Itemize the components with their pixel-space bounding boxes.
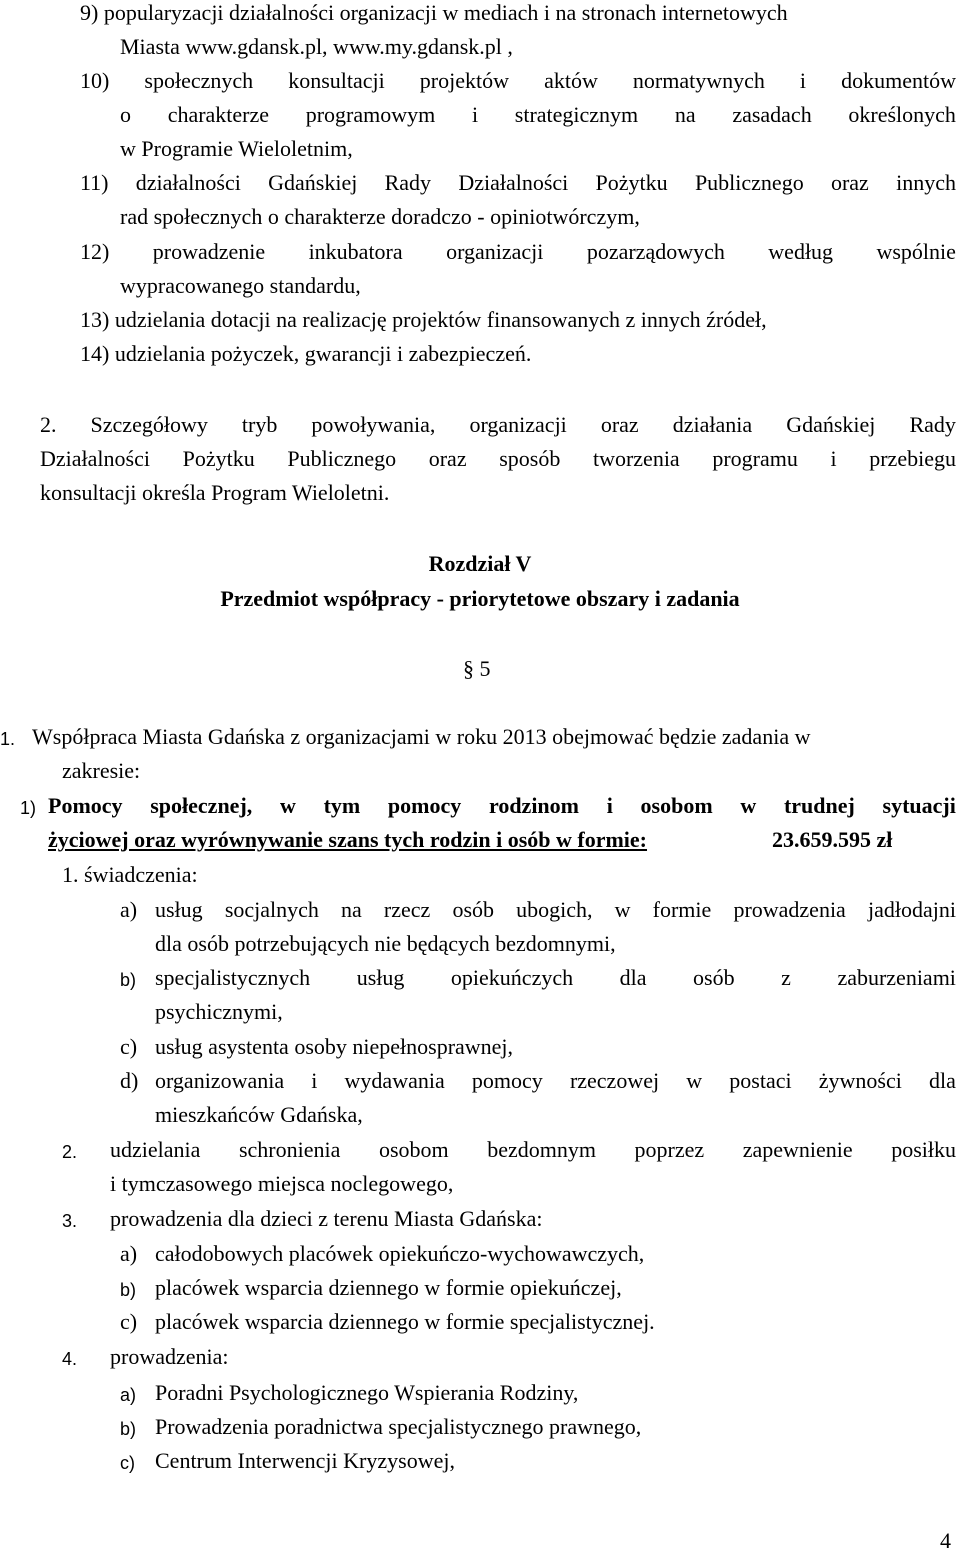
word: tym	[323, 793, 361, 818]
item-9-line-1: 9) popularyzacji działalności organizacji w mediach i na stronach internetowych	[80, 0, 788, 25]
word: specjalistycznych	[155, 965, 311, 990]
word: według	[768, 239, 834, 264]
word: pomocy	[471, 1068, 543, 1093]
word: osób	[693, 965, 735, 990]
subitem-4b: Prowadzenia poradnictwa specjalistycznego prawnego,	[155, 1414, 642, 1439]
word: i	[799, 68, 807, 93]
word: na	[341, 897, 362, 922]
item-10-line-3: w Programie Wieloletnim,	[120, 136, 353, 161]
word: oraz	[428, 446, 467, 471]
word: postaci	[729, 1068, 792, 1093]
section-1-number: 1.	[0, 729, 16, 749]
subitem-4c: Centrum Interwencji Kryzysowej,	[155, 1448, 455, 1473]
word: normatywnych	[632, 68, 765, 93]
subitem-4b-letter: b)	[120, 1419, 137, 1439]
word: osób	[452, 897, 494, 922]
subitem-3b-letter: b)	[120, 1280, 137, 1300]
word: pomocy	[387, 793, 462, 818]
subitem-3: prowadzenia dla dzieci z terenu Miasta Gdańska:	[110, 1206, 543, 1231]
subitem-3a-letter: a)	[120, 1241, 138, 1266]
word: na	[674, 102, 696, 127]
subitem-1c: usług asystenta osoby niepełnosprawnej,	[155, 1034, 514, 1059]
word: Pożytku	[595, 170, 668, 195]
subitem-1d-letter: d)	[120, 1068, 139, 1093]
word: usług	[155, 897, 203, 922]
word: udzielania	[110, 1137, 201, 1162]
word: Rady	[384, 170, 432, 195]
word: formie	[652, 897, 712, 922]
word: żywności	[818, 1068, 902, 1093]
chapter-heading: Rozdział V	[428, 551, 532, 576]
word: 12)	[80, 239, 110, 264]
item-12-line-2: wypracowanego standardu,	[120, 273, 361, 298]
word: w	[614, 897, 631, 922]
word: programowym	[305, 102, 436, 127]
item-1-line-2	[48, 823, 647, 857]
word: Gdańskiej	[786, 412, 876, 437]
word: ubogich,	[516, 897, 593, 922]
word: Rady	[909, 412, 956, 437]
word: społecznych	[144, 68, 254, 93]
subitem-1a-line-2: dla osób potrzebujących nie będących bezdomnymi,	[155, 931, 616, 956]
word: zaburzeniami	[837, 965, 956, 990]
word: projektów	[419, 68, 509, 93]
word: zapewnienie	[742, 1137, 853, 1162]
word: i	[471, 102, 479, 127]
word: inkubatora	[308, 239, 403, 264]
word: poprzez	[634, 1137, 705, 1162]
word: sytuacji	[882, 793, 956, 818]
word: w	[740, 793, 757, 818]
word: Gdańskiej	[268, 170, 358, 195]
item-13: 13) udzielania dotacji na realizację projektów finansowanych z innych źródeł,	[80, 307, 767, 332]
item-1-line-2-text: życiowej oraz wyrównywanie szans tych rodzin i osób w formie:	[48, 827, 648, 852]
subitem-4: prowadzenia:	[110, 1344, 229, 1369]
word: w	[686, 1068, 703, 1093]
subitem-4a: Poradni Psychologicznego Wspierania Rodziny,	[155, 1380, 579, 1405]
subitem-3-number: 3.	[62, 1211, 78, 1231]
word: z	[781, 965, 791, 990]
subitem-3c: placówek wsparcia dziennego w formie specjalistycznej.	[155, 1309, 655, 1334]
word: 11)	[80, 170, 109, 195]
item-11-line-2: rad społecznych o charakterze doradczo - opiniotwórczym,	[120, 204, 640, 229]
word: socjalnych	[224, 897, 319, 922]
word: o	[120, 102, 131, 127]
word: osobom	[640, 793, 713, 818]
word: prowadzenie	[152, 239, 266, 264]
word: wspólnie	[876, 239, 956, 264]
subitem-2-line-2: i tymczasowego miejsca noclegowego,	[110, 1171, 454, 1196]
word: programu	[712, 446, 798, 471]
word: innych	[896, 170, 956, 195]
word: organizacji	[446, 239, 544, 264]
word: zasadach	[732, 102, 812, 127]
subitem-1b-line-2: psychicznymi,	[155, 999, 283, 1024]
word: Pożytku	[182, 446, 255, 471]
word: rzecz	[383, 897, 431, 922]
word: i	[830, 446, 837, 471]
word: dla	[929, 1068, 956, 1093]
word: schronienia	[238, 1137, 341, 1162]
item-14: 14) udzielania pożyczek, gwarancji i zabezpieczeń.	[80, 341, 532, 366]
word: organizacji	[469, 412, 567, 437]
word: prowadzenia	[733, 897, 846, 922]
word: Działalności	[458, 170, 569, 195]
item-9-line-2: Miasta www.gdansk.pl, www.my.gdansk.pl ,	[120, 34, 513, 59]
word: Działalności	[40, 446, 150, 471]
word: powoływania,	[311, 412, 436, 437]
subitem-1b-letter: b)	[120, 970, 137, 990]
word: organizowania	[155, 1068, 285, 1093]
word: działalności	[135, 170, 241, 195]
subitem-1d-line-2: mieszkańców Gdańska,	[155, 1102, 363, 1127]
word: przebiegu	[869, 446, 956, 471]
word: tworzenia	[592, 446, 680, 471]
item-1-number: 1)	[20, 798, 37, 818]
word: Publicznego	[287, 446, 397, 471]
word: 2.	[40, 412, 57, 437]
word: dla	[619, 965, 647, 990]
word: sposób	[499, 446, 561, 471]
word: usług	[356, 965, 405, 990]
item-1-amount: 23.659.595 zł	[772, 827, 893, 852]
word: osobom	[378, 1137, 449, 1162]
subitem-1c-letter: c)	[120, 1034, 138, 1059]
word: rodzinom	[488, 793, 579, 818]
word: i	[311, 1068, 318, 1093]
word: oraz	[600, 412, 639, 437]
word: 10)	[80, 68, 110, 93]
subitem-3c-letter: c)	[120, 1309, 138, 1334]
word: społecznej,	[150, 793, 253, 818]
subitem-3a: całodobowych placówek opiekuńczo-wychowawczych,	[155, 1241, 645, 1266]
word: pozarządowych	[586, 239, 725, 264]
word: i	[606, 793, 613, 818]
subitem-2-number: 2.	[62, 1142, 78, 1162]
subitem-3b: placówek wsparcia dziennego w formie opiekuńczej,	[155, 1275, 622, 1300]
word: tryb	[241, 412, 278, 437]
subitem-4c-letter: c)	[120, 1453, 135, 1473]
section-1-line-1: Współpraca Miasta Gdańska z organizacjami w roku 2013 obejmować będzie zadania w	[32, 724, 811, 749]
word: aktów	[544, 68, 598, 93]
word: bezdomnym	[487, 1137, 596, 1162]
word: Pomocy	[48, 793, 123, 818]
word: w	[279, 793, 296, 818]
subitem-4a-letter: a)	[120, 1385, 137, 1405]
subitem-1a-letter: a)	[120, 897, 138, 922]
word: dokumentów	[841, 68, 956, 93]
word: działania	[672, 412, 753, 437]
word: charakterze	[167, 102, 270, 127]
subitem-1: 1. świadczenia:	[62, 862, 198, 887]
page-number: 4	[940, 1528, 951, 1553]
subitem-4-number: 4.	[62, 1349, 78, 1369]
word: określonych	[848, 102, 956, 127]
word: posiłku	[891, 1137, 956, 1162]
word: Publicznego	[694, 170, 804, 195]
paragraph-2-line-3: konsultacji określa Program Wieloletni.	[40, 480, 390, 505]
word: jadłodajni	[867, 897, 956, 922]
chapter-title: Przedmiot współpracy - priorytetowe obszary i zadania	[220, 586, 740, 611]
section-1-line-2: zakresie:	[62, 758, 141, 783]
word: rzeczowej	[569, 1068, 660, 1093]
word: wydawania	[344, 1068, 445, 1093]
word: oraz	[830, 170, 869, 195]
word: trudnej	[783, 793, 855, 818]
word: opiekuńczych	[450, 965, 574, 990]
section-symbol: § 5	[463, 656, 491, 681]
word: konsultacji	[288, 68, 385, 93]
word: strategicznym	[514, 102, 639, 127]
word: Szczegółowy	[90, 412, 208, 437]
